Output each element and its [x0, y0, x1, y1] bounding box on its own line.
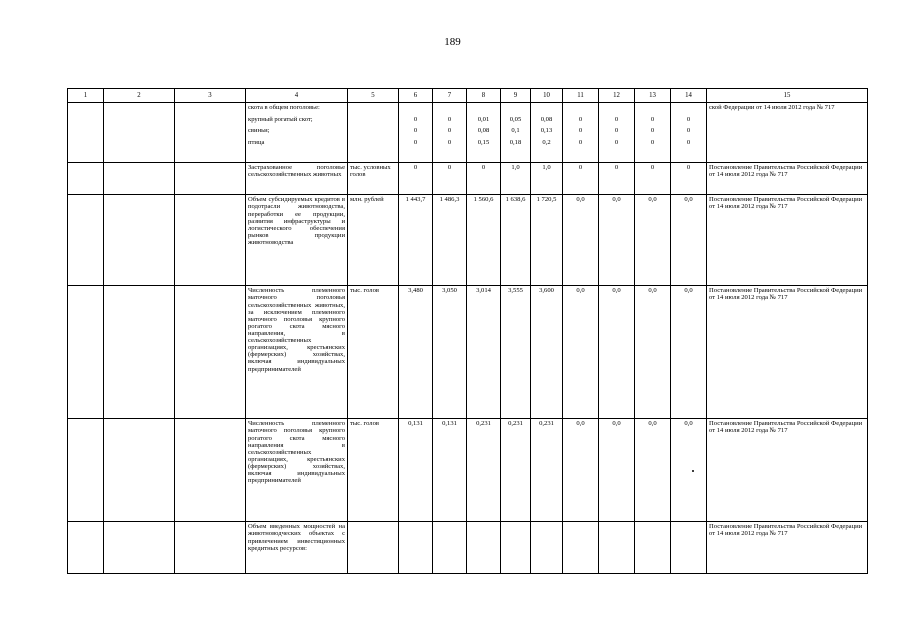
unit-cell: млн. рублей: [348, 195, 399, 286]
value-cell: 0,01 0,08 0,15: [467, 103, 501, 163]
header-cell: 10: [531, 89, 563, 103]
value-cell: 0,0: [599, 195, 635, 286]
header-cell: 15: [707, 89, 868, 103]
unit-cell: тыс. условных голов: [348, 163, 399, 195]
value-cell: 0,131: [399, 419, 433, 522]
value-cell: [467, 522, 501, 574]
header-cell: 2: [104, 89, 175, 103]
empty-cell: [175, 103, 246, 163]
indicator-line: свиньи;: [248, 127, 270, 135]
value-cell: 0: [599, 163, 635, 195]
legal-basis-cell: Постановление Правительства Российской Федерации от 14 июля 2012 года № 717: [707, 163, 868, 195]
value-cell: [671, 522, 707, 574]
value-cell: 0: [433, 163, 467, 195]
value-cell: 0,0: [599, 286, 635, 419]
value-cell: 0 0 0: [563, 103, 599, 163]
header-cell: 1: [68, 89, 104, 103]
value-cell: 3,555: [501, 286, 531, 419]
indicator-line: птица: [248, 138, 265, 146]
value-cell: 3,014: [467, 286, 501, 419]
value-cell: 0,05 0,1 0,18: [501, 103, 531, 163]
indicator-cell: Объем субсидируемых кредитов в подотрасли животноводства, переработки ее продукции, развития инфраструктуры и логистического обеспечения рынков продукции животноводства: [246, 195, 348, 286]
header-cell: 11: [563, 89, 599, 103]
value-cell: 0,0: [563, 419, 599, 522]
value-cell: 0,131: [433, 419, 467, 522]
unit-cell: тыс. голов: [348, 419, 399, 522]
value-cell: 1,0: [531, 163, 563, 195]
value-cell: 1 486,3: [433, 195, 467, 286]
legal-basis-cell: Постановление Правительства Российской Федерации от 14 июля 2012 года № 717: [707, 195, 868, 286]
value-cell: 1 443,7: [399, 195, 433, 286]
empty-cell: [68, 195, 104, 286]
empty-cell: [104, 522, 175, 574]
header-cell: 4: [246, 89, 348, 103]
empty-cell: [104, 103, 175, 163]
header-cell: 12: [599, 89, 635, 103]
value-cell: [433, 522, 467, 574]
value-cell: [635, 522, 671, 574]
value-cell: 0 0 0: [635, 103, 671, 163]
table-row: [68, 286, 868, 419]
empty-cell: [68, 286, 104, 419]
value-cell: 3,480: [399, 286, 433, 419]
empty-cell: [175, 419, 246, 522]
value-cell: 0,08 0,13 0,2: [531, 103, 563, 163]
indicator-cell: [246, 103, 348, 163]
value-cell: 0,0: [671, 419, 707, 522]
value-cell: 0: [671, 163, 707, 195]
header-cell: 13: [635, 89, 671, 103]
value-cell: [399, 522, 433, 574]
empty-cell: [104, 163, 175, 195]
value-cell: 0,0: [599, 419, 635, 522]
value-cell: 0,231: [531, 419, 563, 522]
value-cell: [599, 522, 635, 574]
value-cell: 0 0 0: [671, 103, 707, 163]
legal-basis-cell: Постановление Правительства Российской Федерации от 14 июля 2012 года № 717: [707, 419, 868, 522]
indicator-cell: Численность племенного маточного поголовья сельскохозяйственных животных, за исключением племенного маточного поголовья крупного рогатого скота мясного направления, в сельскохозяйственных организациях, крестьянских (фермерских) хозяйствах, включая индивидуальных предпринимателей: [246, 286, 348, 419]
value-cell: 0,0: [671, 286, 707, 419]
table-row: [68, 163, 868, 195]
header-cell: 5: [348, 89, 399, 103]
value-cell: 0 0 0: [433, 103, 467, 163]
table-row: [68, 195, 868, 286]
table-row: [68, 103, 868, 163]
empty-cell: [175, 163, 246, 195]
indicator-cell: Численность племенного маточного поголовья крупного рогатого скота мясного направления в сельскохозяйственных организациях, крестьянских (фермерских) хозяйствах, включая индивидуальных предпринимателей: [246, 419, 348, 522]
unit-cell: тыс. голов: [348, 286, 399, 419]
page-number: 189: [444, 36, 461, 48]
value-cell: 0,231: [467, 419, 501, 522]
unit-cell: [348, 103, 399, 163]
header-cell: 3: [175, 89, 246, 103]
legal-basis-cell: ской Федерации от 14 июля 2012 года № 717: [707, 103, 868, 163]
value-cell: 0,0: [563, 195, 599, 286]
value-cell: 0,231: [501, 419, 531, 522]
value-cell: 0: [635, 163, 671, 195]
value-cell: 1 560,6: [467, 195, 501, 286]
empty-cell: [104, 286, 175, 419]
empty-cell: [68, 163, 104, 195]
header-cell: 7: [433, 89, 467, 103]
scan-speck: [692, 470, 694, 472]
indicator-line: скота в общем поголовье:: [248, 104, 320, 112]
value-cell: 3,600: [531, 286, 563, 419]
empty-cell: [68, 103, 104, 163]
empty-cell: [104, 195, 175, 286]
empty-cell: [175, 522, 246, 574]
legal-basis-cell: Постановление Правительства Российской Федерации от 14 июля 2012 года № 717: [707, 286, 868, 419]
header-row: [68, 89, 868, 103]
indicator-cell: Объем введенных мощностей на животноводческих объектах с привлечением инвестиционных кредитных ресурсов:: [246, 522, 348, 574]
value-cell: 0,0: [635, 195, 671, 286]
header-cell: 6: [399, 89, 433, 103]
value-cell: 3,050: [433, 286, 467, 419]
legal-basis-cell: Постановление Правительства Российской Федерации от 14 июля 2012 года № 717: [707, 522, 868, 574]
table-row: [68, 522, 868, 574]
header-cell: 14: [671, 89, 707, 103]
table-row: [68, 419, 868, 522]
value-cell: 0 0 0: [599, 103, 635, 163]
value-cell: 1,0: [501, 163, 531, 195]
value-cell: [563, 522, 599, 574]
value-cell: [531, 522, 563, 574]
unit-cell: [348, 522, 399, 574]
empty-cell: [68, 419, 104, 522]
value-cell: 0: [467, 163, 501, 195]
indicator-cell: Застрахованное поголовье сельскохозяйственных животных: [246, 163, 348, 195]
indicator-line: крупный рогатый скот;: [248, 115, 313, 123]
value-cell: 1 638,6: [501, 195, 531, 286]
value-cell: 0: [399, 163, 433, 195]
value-cell: 0,0: [635, 286, 671, 419]
value-cell: [501, 522, 531, 574]
value-cell: 0: [563, 163, 599, 195]
value-cell: 0,0: [671, 195, 707, 286]
value-cell: 0,0: [563, 286, 599, 419]
empty-cell: [175, 195, 246, 286]
value-cell: 1 720,5: [531, 195, 563, 286]
indicator-table: [67, 88, 868, 574]
value-cell: 0 0 0: [399, 103, 433, 163]
value-cell: 0,0: [635, 419, 671, 522]
header-cell: 9: [501, 89, 531, 103]
empty-cell: [68, 522, 104, 574]
empty-cell: [175, 286, 246, 419]
header-cell: 8: [467, 89, 501, 103]
empty-cell: [104, 419, 175, 522]
